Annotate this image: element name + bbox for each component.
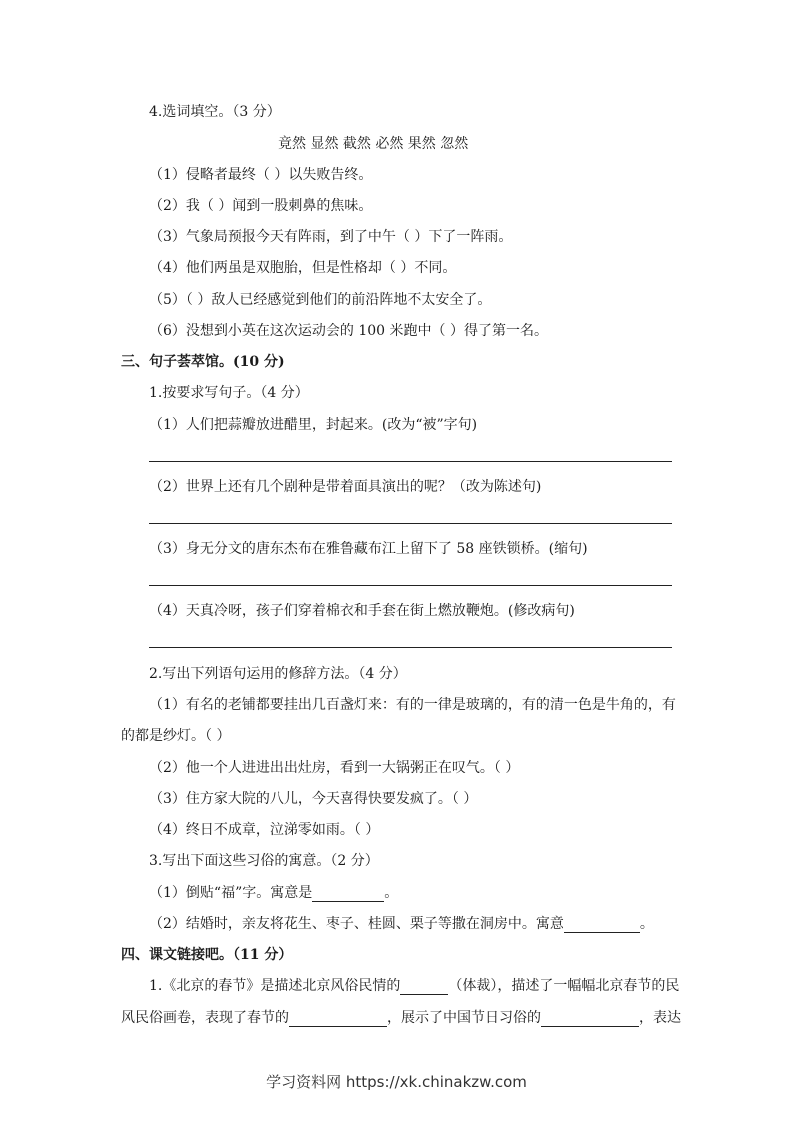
s3-sub3-item-2-text: （2）结婚时，亲友将花生、枣子、桂圆、栗子等撒在洞房中。寓意 xyxy=(149,916,564,932)
s4-item-1-line-1 xyxy=(149,977,679,995)
s4-line-2-text-b: ，展示了中国节日习俗的 xyxy=(387,1010,541,1026)
answer-line-3[interactable] xyxy=(149,585,672,586)
s3-sub1-item-1: （1）人们把蒜瓣放进醋里，封起来。(改为“被”字句) xyxy=(149,417,478,433)
fill-blank[interactable] xyxy=(400,980,448,995)
s3-sub3-item-1-text: （1）倒贴“福”字。寓意是 xyxy=(149,885,313,901)
answer-line-4[interactable] xyxy=(149,647,672,648)
q4-item-4: （4）他们两虽是双胞胎，但是性格却（ ）不同。 xyxy=(149,260,457,276)
q4-item-3: （3）气象局预报今天有阵雨，到了中午（ ）下了一阵雨。 xyxy=(149,229,513,245)
s3-sub2-item-3: （3）住方家大院的八儿，今天喜得快要发疯了。（ ） xyxy=(149,791,478,807)
s3-sub3-item-2-end: 。 xyxy=(639,916,654,932)
s3-sub1-item-2: （2）世界上还有几个剧种是带着面具演出的呢？（改为陈述句) xyxy=(149,479,542,495)
s3-sub2-item-1-line-1: （1）有名的老铺都要挂出几百盏灯来：有的一律是玻璃的，有的清一色是牛角的，有 xyxy=(149,697,676,713)
fill-blank[interactable] xyxy=(541,1012,639,1027)
q4-item-1: （1）侵略者最终（ ）以失败告终。 xyxy=(149,167,373,183)
fill-blank[interactable] xyxy=(312,887,384,902)
s3-sub3-title: 3.写出下面这些习俗的寓意。（2 分） xyxy=(149,853,379,869)
s4-line-1-text: 1.《北京的春节》是描述北京风俗民情的 xyxy=(149,978,401,994)
footer-watermark: 学习资料网 https://xk.chinakzw.com xyxy=(266,1073,527,1091)
q4-item-6: （6）没想到小英在这次运动会的 100 米跑中（ ）得了第一名。 xyxy=(149,323,548,339)
q4-item-2: （2）我（ ）闻到一股刺鼻的焦味。 xyxy=(149,198,373,214)
s4-line-2-text-c: ，表达 xyxy=(639,1010,681,1026)
section-4-heading: 四、课文链接吧。（11 分） xyxy=(121,947,293,963)
s3-sub3-item-1-end: 。 xyxy=(384,885,399,901)
fill-blank[interactable] xyxy=(289,1012,387,1027)
s4-line-2-text-a: 风民俗画卷，表现了春节的 xyxy=(121,1010,289,1026)
s3-sub1-title: 1.按要求写句子。（4 分） xyxy=(149,385,309,401)
q4-item-5: （5）（ ）敌人已经感觉到他们的前沿阵地不太安全了。 xyxy=(149,292,492,308)
answer-line-1[interactable] xyxy=(149,461,672,462)
word-choices: 竟然 显然 截然 必然 果然 忽然 xyxy=(278,136,469,152)
s3-sub2-item-1-line-2: 的都是纱灯。（ ） xyxy=(121,728,231,744)
question-4-title: 4.选词填空。（3 分） xyxy=(149,104,281,120)
s3-sub2-item-2: （2）他一个人进进出出灶房，看到一大锅粥正在叹气。（ ） xyxy=(149,760,520,776)
s3-sub2-item-4: （4）终日不成章，泣涕零如雨。（ ） xyxy=(149,822,380,838)
s3-sub3-item-2 xyxy=(149,915,654,933)
s3-sub1-item-3: （3）身无分文的唐东杰布在雅鲁藏布江上留下了 58 座铁锁桥。(缩句) xyxy=(149,541,588,557)
s3-sub3-item-1 xyxy=(149,884,398,902)
s4-item-1-line-2 xyxy=(121,1009,681,1027)
fill-blank[interactable] xyxy=(564,918,640,933)
s3-sub1-item-4: （4）天真冷呀，孩子们穿着棉衣和手套在街上燃放鞭炮。(修改病句) xyxy=(149,603,575,619)
answer-line-2[interactable] xyxy=(149,523,672,524)
s4-line-1-end: （体裁），描述了一幅幅北京春节的民 xyxy=(448,978,680,994)
section-3-heading: 三、句子荟萃馆。(10 分) xyxy=(121,354,285,370)
s3-sub2-title: 2.写出下列语句运用的修辞方法。（4 分） xyxy=(149,666,407,682)
